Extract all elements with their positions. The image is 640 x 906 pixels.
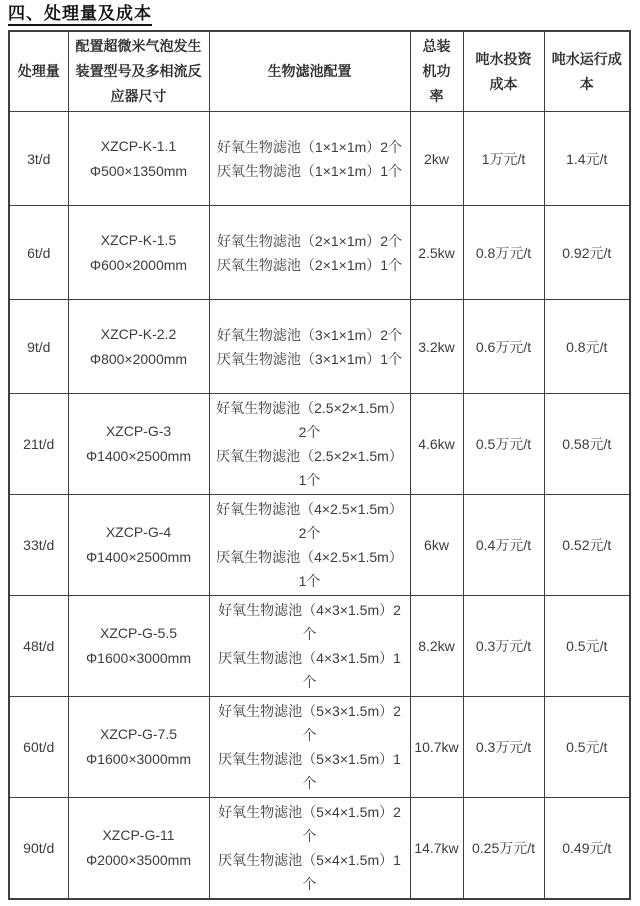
cell-investment-cost: 0.3万元/t [463, 596, 544, 697]
model-code: XZCP-G-7.5 [99, 726, 177, 742]
reactor-size: Φ1600×3000mm [86, 650, 191, 666]
anaerobic-filter-line: 厌氧生物滤池（2×1×1m）1个 [216, 256, 403, 273]
reactor-size: Φ1400×2500mm [86, 549, 191, 565]
cell-biofilter [209, 495, 410, 596]
cell-biofilter [209, 596, 410, 697]
cell-capacity: 9t/d [9, 300, 68, 394]
cell-running-cost: 0.49元/t [544, 798, 630, 900]
table-row [9, 596, 630, 697]
reactor-size: Φ500×1350mm [89, 162, 188, 179]
cell-power: 6kw [410, 495, 463, 596]
cell-capacity: 21t/d [9, 394, 68, 495]
aerobic-filter-line: 好氧生物滤池（5×4×1.5m）2个 [218, 804, 401, 844]
header-running-cost: 吨水运行成本 [544, 31, 630, 112]
reactor-size: Φ1600×3000mm [86, 751, 191, 767]
cell-power: 2kw [410, 112, 463, 206]
cell-running-cost: 1.4元/t [544, 112, 630, 206]
cell-capacity: 48t/d [9, 596, 68, 697]
reactor-size: Φ2000×3500mm [86, 852, 191, 868]
anaerobic-filter-line: 厌氧生物滤池（4×2.5×1.5m）1个 [216, 549, 403, 589]
cell-investment-cost: 0.6万元/t [463, 300, 544, 394]
cell-capacity: 6t/d [9, 206, 68, 300]
cell-biofilter [209, 394, 410, 495]
cell-running-cost: 0.92元/t [544, 206, 630, 300]
cell-model [68, 394, 209, 495]
header-capacity: 处理量 [9, 31, 68, 112]
table-row [9, 495, 630, 596]
cell-biofilter [209, 112, 410, 206]
cell-running-cost: 0.52元/t [544, 495, 630, 596]
anaerobic-filter-line: 厌氧生物滤池（5×4×1.5m）1个 [218, 852, 401, 892]
anaerobic-filter-line: 厌氧生物滤池（3×1×1m）1个 [216, 350, 403, 367]
cell-power: 10.7kw [410, 697, 463, 798]
table-row [9, 300, 630, 394]
cell-running-cost: 0.8元/t [544, 300, 630, 394]
cell-investment-cost: 0.3万元/t [463, 697, 544, 798]
header-investment-cost: 吨水投资成本 [463, 31, 544, 112]
cell-model [68, 206, 209, 300]
cell-investment-cost: 0.5万元/t [463, 394, 544, 495]
cell-biofilter [209, 206, 410, 300]
header-model: 配置超微米气泡发生装置型号及多相流反应器尺寸 [68, 31, 209, 112]
cell-power: 3.2kw [410, 300, 463, 394]
aerobic-filter-line: 好氧生物滤池（3×1×1m）2个 [216, 326, 403, 343]
cell-capacity: 33t/d [9, 495, 68, 596]
cell-biofilter [209, 300, 410, 394]
aerobic-filter-line: 好氧生物滤池（4×2.5×1.5m）2个 [216, 501, 403, 541]
anaerobic-filter-line: 厌氧生物滤池（5×3×1.5m）1个 [218, 751, 401, 791]
anaerobic-filter-line: 厌氧生物滤池（1×1×1m）1个 [216, 162, 403, 179]
cell-capacity: 90t/d [9, 798, 68, 900]
cell-model [68, 112, 209, 206]
cell-model [68, 697, 209, 798]
aerobic-filter-line: 好氧生物滤池（1×1×1m）2个 [216, 138, 403, 155]
capacity-cost-table [8, 30, 631, 900]
aerobic-filter-line: 好氧生物滤池（2×1×1m）2个 [216, 232, 403, 249]
aerobic-filter-line: 好氧生物滤池（4×3×1.5m）2个 [218, 602, 401, 642]
table-row [9, 112, 630, 206]
model-code: XZCP-G-11 [102, 827, 175, 843]
cell-running-cost: 0.5元/t [544, 596, 630, 697]
cell-investment-cost: 1万元/t [463, 112, 544, 206]
cell-investment-cost: 0.25万元/t [463, 798, 544, 900]
table-row [9, 394, 630, 495]
cell-power: 4.6kw [410, 394, 463, 495]
cell-investment-cost: 0.8万元/t [463, 206, 544, 300]
model-code: XZCP-K-1.1 [100, 137, 177, 154]
cell-capacity: 60t/d [9, 697, 68, 798]
model-code: XZCP-G-5.5 [99, 625, 177, 641]
cell-model [68, 798, 209, 900]
reactor-size: Φ1400×2500mm [86, 448, 191, 464]
page-title: 四、处理量及成本 [8, 4, 152, 26]
anaerobic-filter-line: 厌氧生物滤池（2.5×2×1.5m）1个 [216, 448, 403, 488]
cell-power: 14.7kw [410, 798, 463, 900]
cell-power: 8.2kw [410, 596, 463, 697]
model-code: XZCP-K-2.2 [100, 325, 177, 342]
cell-biofilter [209, 697, 410, 798]
anaerobic-filter-line: 厌氧生物滤池（4×3×1.5m）1个 [218, 650, 401, 690]
table-row [9, 697, 630, 798]
cell-power: 2.5kw [410, 206, 463, 300]
aerobic-filter-line: 好氧生物滤池（5×3×1.5m）2个 [218, 703, 401, 743]
table-header-row [9, 31, 630, 112]
table-row [9, 206, 630, 300]
cell-model [68, 300, 209, 394]
reactor-size: Φ800×2000mm [89, 350, 188, 367]
model-code: XZCP-G-4 [105, 524, 172, 540]
reactor-size: Φ600×2000mm [89, 256, 188, 273]
model-code: XZCP-K-1.5 [100, 231, 177, 248]
cell-biofilter [209, 798, 410, 900]
cell-capacity: 3t/d [9, 112, 68, 206]
cell-running-cost: 0.5元/t [544, 697, 630, 798]
table-row [9, 798, 630, 900]
header-biofilter: 生物滤池配置 [209, 31, 410, 112]
cell-model [68, 596, 209, 697]
cell-running-cost: 0.58元/t [544, 394, 630, 495]
cell-model [68, 495, 209, 596]
header-power: 总装机功率 [410, 31, 463, 112]
cell-investment-cost: 0.4万元/t [463, 495, 544, 596]
model-code: XZCP-G-3 [105, 423, 172, 439]
aerobic-filter-line: 好氧生物滤池（2.5×2×1.5m）2个 [216, 400, 403, 440]
